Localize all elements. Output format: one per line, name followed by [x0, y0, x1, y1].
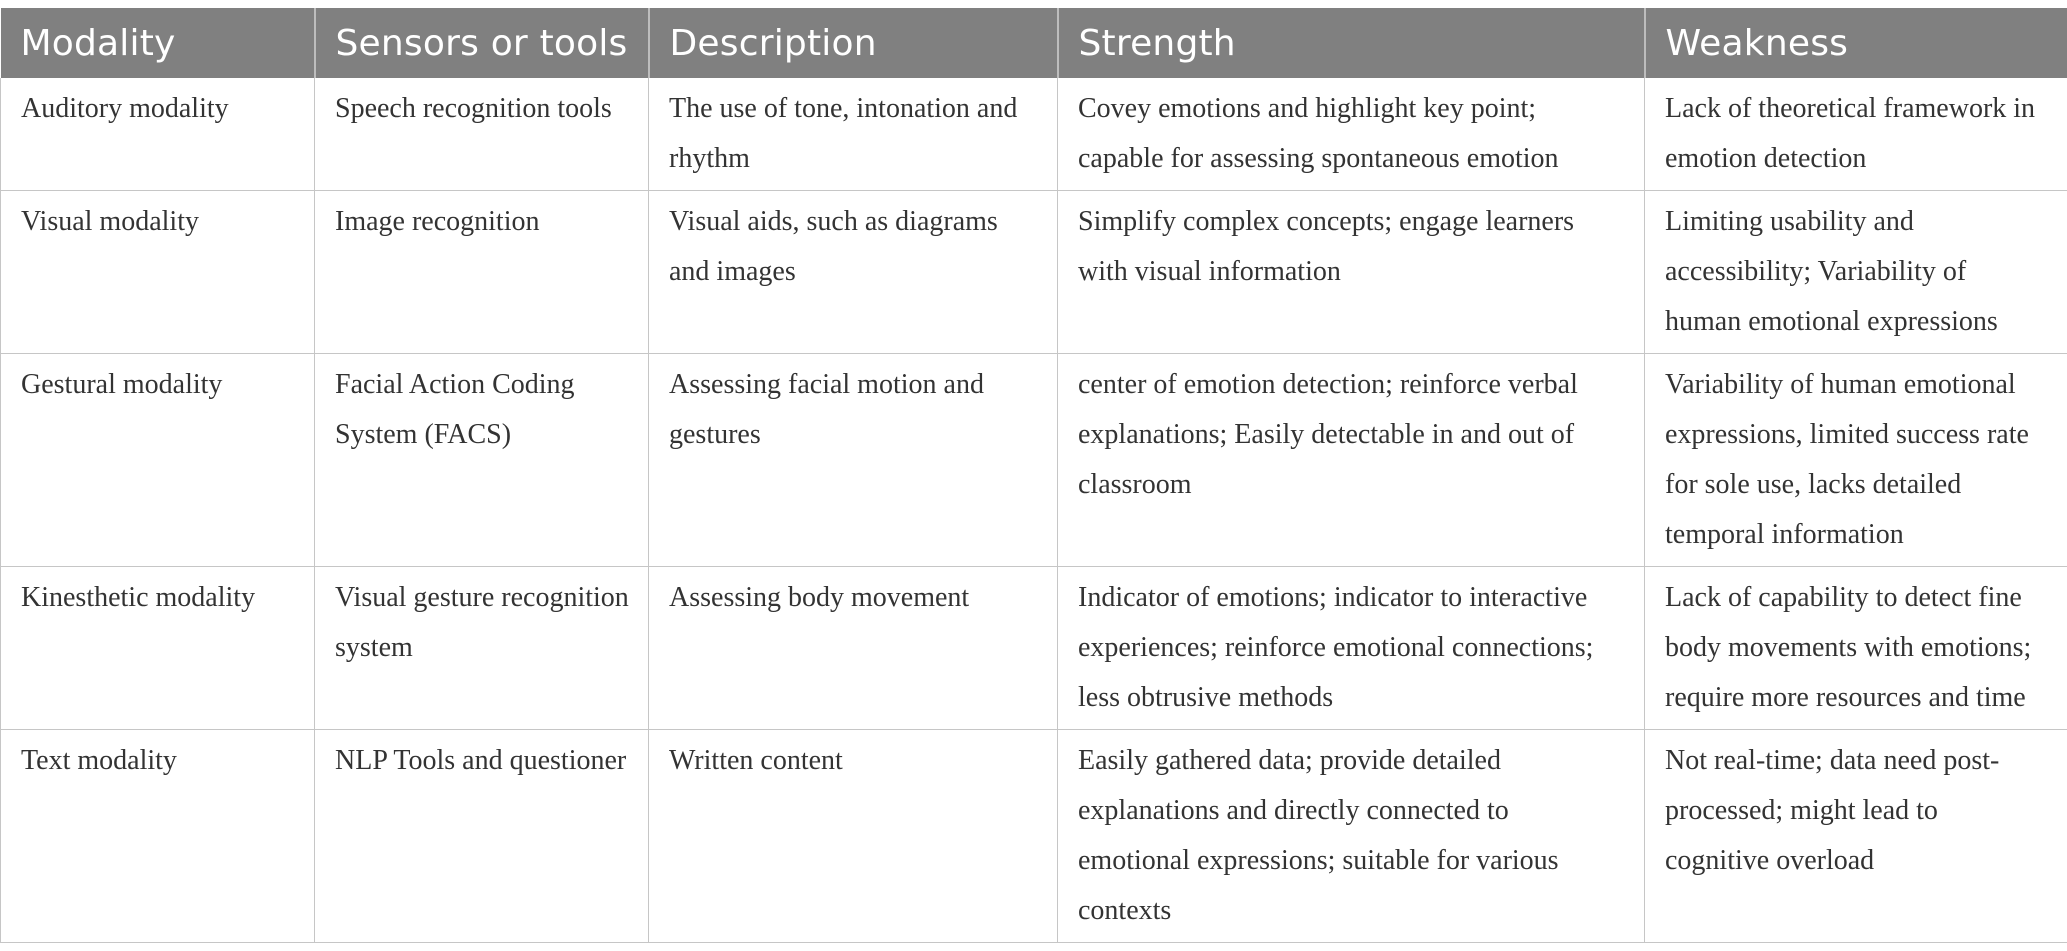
- cell-modality: Auditory modality: [1, 78, 315, 191]
- cell-description: The use of tone, intonation and rhythm: [649, 78, 1058, 191]
- header-strength: Strength: [1058, 8, 1645, 78]
- cell-sensors: NLP Tools and questioner: [315, 730, 649, 943]
- cell-modality: Text modality: [1, 730, 315, 943]
- cell-weakness: Limiting usability and accessibility; Variability of human emotional expressions: [1645, 191, 2067, 354]
- cell-description: Visual aids, such as diagrams and images: [649, 191, 1058, 354]
- header-weakness: Weakness: [1645, 8, 2067, 78]
- cell-strength: Covey emotions and highlight key point; capable for assessing spontaneous emotion: [1058, 78, 1645, 191]
- cell-weakness: Lack of capability to detect fine body movements with emotions; require more resources and time: [1645, 567, 2067, 730]
- header-row: [1, 8, 2067, 78]
- cell-strength: center of emotion detection; reinforce verbal explanations; Easily detectable in and out of classroom: [1058, 354, 1645, 567]
- cell-weakness: Not real-time; data need post-processed; might lead to cognitive overload: [1645, 730, 2067, 943]
- cell-sensors: Visual gesture recognition system: [315, 567, 649, 730]
- table-row: [1, 730, 2067, 943]
- modality-table-container: [0, 8, 2067, 943]
- table-row: [1, 78, 2067, 191]
- table-row: [1, 567, 2067, 730]
- cell-modality: Gestural modality: [1, 354, 315, 567]
- cell-description: Assessing body movement: [649, 567, 1058, 730]
- cell-sensors: Image recognition: [315, 191, 649, 354]
- header-description: Description: [649, 8, 1058, 78]
- cell-description: Written content: [649, 730, 1058, 943]
- table-row: [1, 354, 2067, 567]
- modality-table: [0, 8, 2067, 943]
- header-modality: Modality: [1, 8, 315, 78]
- cell-strength: Simplify complex concepts; engage learners with visual information: [1058, 191, 1645, 354]
- cell-modality: Visual modality: [1, 191, 315, 354]
- cell-description: Assessing facial motion and gestures: [649, 354, 1058, 567]
- cell-strength: Easily gathered data; provide detailed explanations and directly connected to emotional expressions; suitable for various contexts: [1058, 730, 1645, 943]
- table-body: [1, 78, 2067, 943]
- cell-sensors: Facial Action Coding System (FACS): [315, 354, 649, 567]
- cell-weakness: Lack of theoretical framework in emotion detection: [1645, 78, 2067, 191]
- header-sensors-or-tools: Sensors or tools: [315, 8, 649, 78]
- table-header: [1, 8, 2067, 78]
- cell-weakness: Variability of human emotional expressions, limited success rate for sole use, lacks detailed temporal information: [1645, 354, 2067, 567]
- cell-sensors: Speech recognition tools: [315, 78, 649, 191]
- table-row: [1, 191, 2067, 354]
- cell-modality: Kinesthetic modality: [1, 567, 315, 730]
- cell-strength: Indicator of emotions; indicator to interactive experiences; reinforce emotional connections; less obtrusive methods: [1058, 567, 1645, 730]
